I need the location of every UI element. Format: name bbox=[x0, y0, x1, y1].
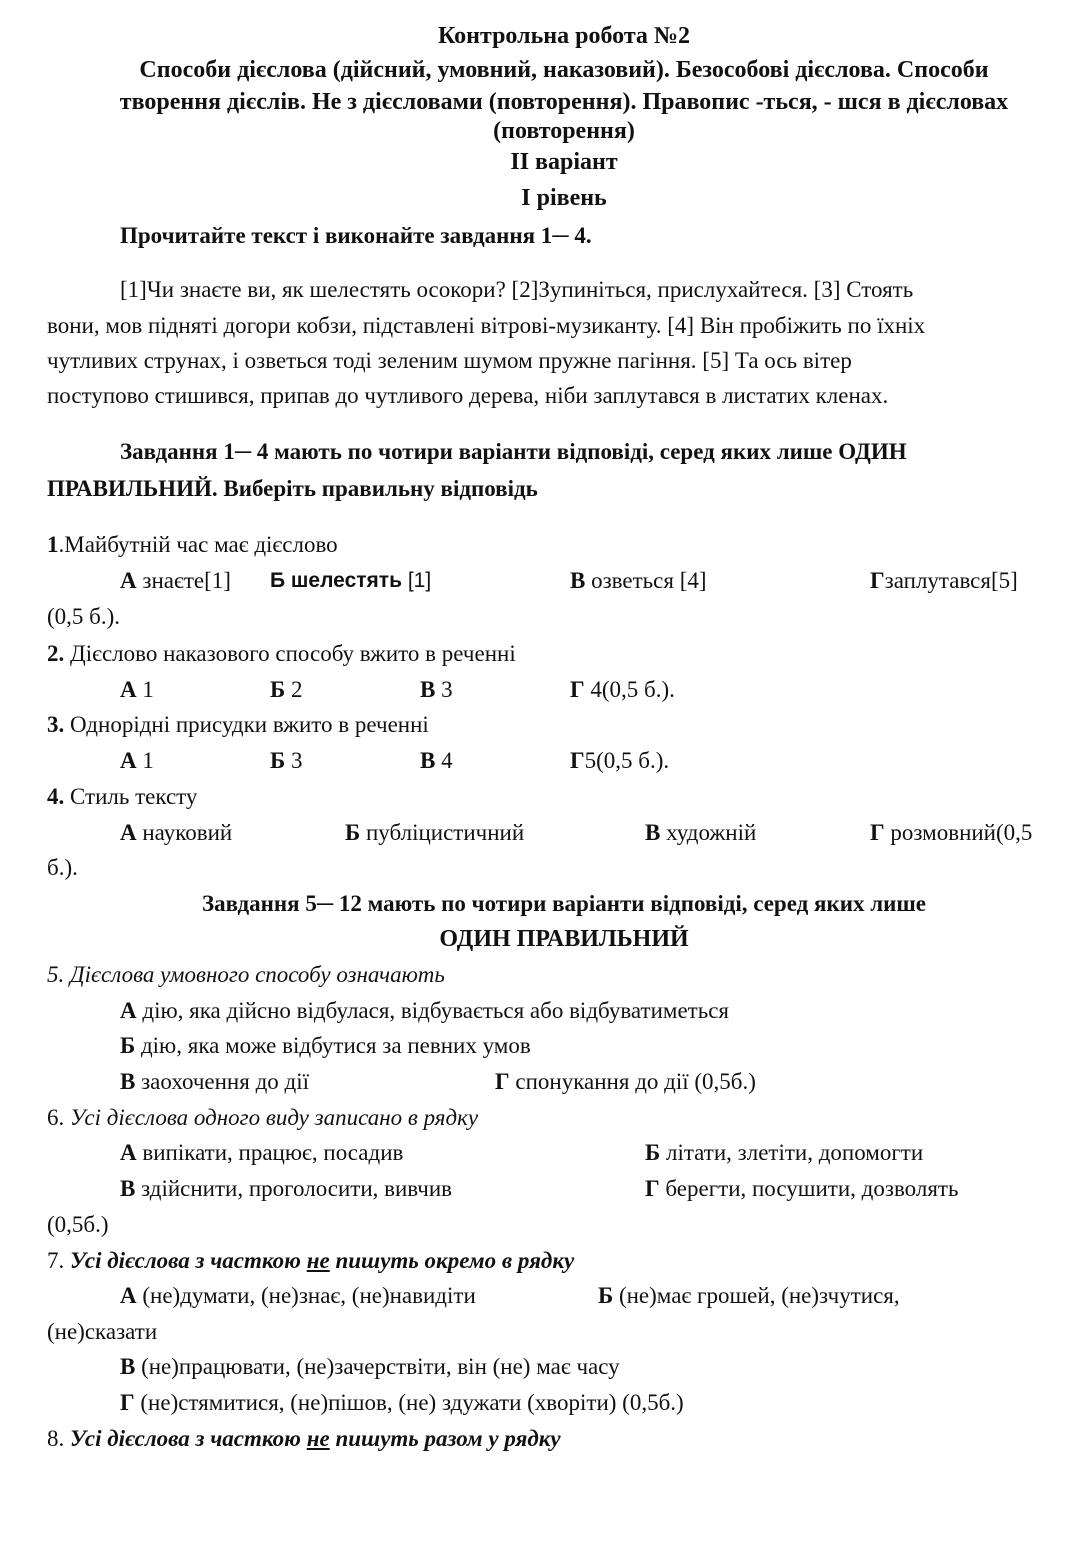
question-6 bbox=[47, 1104, 478, 1132]
q1-number: 1 bbox=[47, 532, 59, 557]
q3-option-c bbox=[420, 747, 453, 775]
q7-text-1: Усі дієслова з часткою bbox=[64, 1248, 307, 1273]
q6-option-d bbox=[645, 1175, 958, 1203]
question-3 bbox=[47, 711, 429, 739]
q5-option-c bbox=[120, 1068, 309, 1096]
q7-option-b-continued: (не)сказати bbox=[47, 1319, 158, 1344]
q4-option-a bbox=[120, 819, 232, 847]
q3-d-text: 5(0,5 б.). bbox=[584, 748, 670, 773]
q4-text: Стиль тексту bbox=[64, 784, 198, 809]
q7-a-text: (не)думати, (не)знає, (не)навидіти bbox=[136, 1283, 476, 1308]
q5-c-text: заохочення до дії bbox=[135, 1069, 310, 1094]
q4-option-b bbox=[345, 819, 524, 847]
q4-option-c bbox=[645, 819, 756, 847]
question-7 bbox=[47, 1247, 574, 1275]
q5-a-text: дію, яка дійсно відбулася, відбувається або відбуватиметься bbox=[136, 998, 729, 1023]
question-1 bbox=[47, 531, 338, 559]
q4-c-text: художній bbox=[660, 820, 757, 845]
q1-a-letter: А bbox=[120, 568, 137, 593]
q2-d-letter: Г bbox=[570, 677, 585, 702]
instruction: Прочитайте текст і виконайте завдання 1─ 4. bbox=[120, 223, 592, 248]
q4-c-letter: В bbox=[645, 820, 661, 845]
q2-option-c bbox=[420, 676, 453, 704]
q8-text-2: пишуть разом у рядку bbox=[329, 1426, 561, 1451]
q1-c-letter: В bbox=[570, 568, 586, 593]
q1-option-d bbox=[870, 567, 1018, 595]
q7-option-a bbox=[120, 1282, 476, 1310]
q1-text: .Майбутній час має дієслово bbox=[58, 532, 338, 557]
q2-b-letter: Б bbox=[270, 677, 286, 702]
q7-d-text: (не)стямитися, (не)пішов, (не) здужати (хворіти) (0,5б.) bbox=[134, 1390, 684, 1415]
q7-text-ne: не bbox=[306, 1248, 330, 1273]
q1-option-a bbox=[120, 567, 231, 595]
q2-number: 2. bbox=[47, 641, 65, 666]
question-2 bbox=[47, 640, 516, 668]
q7-a-letter: А bbox=[120, 1283, 137, 1308]
q2-option-b bbox=[270, 676, 302, 704]
q5-a-letter: А bbox=[120, 998, 137, 1023]
q2-c-text: 3 bbox=[435, 677, 453, 702]
q1-option-c bbox=[570, 567, 707, 595]
q3-a-text: 1 bbox=[136, 748, 154, 773]
q6-number: 6. bbox=[47, 1105, 65, 1130]
q6-c-letter: В bbox=[120, 1176, 136, 1201]
q8-text-1: Усі дієслова з часткою bbox=[64, 1426, 307, 1451]
q6-d-text: берегти, посушити, дозволять bbox=[659, 1176, 959, 1201]
q2-text: Дієслово наказового способу вжито в реченні bbox=[64, 641, 516, 666]
section-2-line-2: ОДИН ПРАВИЛЬНИЙ bbox=[439, 926, 689, 952]
q2-option-d bbox=[570, 676, 675, 704]
subtitle-line-3: (повторення) bbox=[493, 118, 635, 144]
q6-text: Усі дієслова одного виду записано в рядку bbox=[64, 1105, 479, 1130]
q6-a-letter: А bbox=[120, 1140, 137, 1165]
q3-c-letter: В bbox=[420, 748, 436, 773]
q3-c-text: 4 bbox=[435, 748, 453, 773]
q3-b-letter: Б bbox=[270, 748, 286, 773]
q2-b-text: 2 bbox=[285, 677, 303, 702]
q6-a-text: випікати, працює, посадив bbox=[136, 1140, 404, 1165]
q3-number: 3. bbox=[47, 712, 65, 737]
q7-option-d bbox=[120, 1389, 684, 1417]
q1-c-text: озветься [4] bbox=[585, 568, 707, 593]
q5-d-letter: Г bbox=[495, 1069, 510, 1094]
subtitle-line-1: Способи дієслова (дійсний, умовний, наказовий). Безособові дієслова. Способи bbox=[139, 57, 989, 83]
q7-b-text: (не)має грошей, (не)зчутися, bbox=[613, 1283, 900, 1308]
q4-score: б.). bbox=[47, 855, 78, 880]
passage-line-1: [1]Чи знаєте ви, як шелестять осокори? [2]Зупиніться, прислухайтеся. [3] Стоять bbox=[120, 277, 914, 302]
q4-a-letter: А bbox=[120, 820, 137, 845]
q7-d-letter: Г bbox=[120, 1390, 135, 1415]
q1-option-b bbox=[270, 567, 431, 595]
q5-c-letter: В bbox=[120, 1069, 136, 1094]
q6-b-letter: Б bbox=[645, 1140, 661, 1165]
q2-option-a bbox=[120, 676, 154, 704]
q4-a-text: науковий bbox=[136, 820, 233, 845]
q5-option-b bbox=[120, 1032, 531, 1060]
q3-b-text: 3 bbox=[285, 748, 303, 773]
q3-d-letter: Г bbox=[570, 748, 585, 773]
q7-c-text: (не)працювати, (не)зачерствіти, він (не) має часу bbox=[135, 1354, 620, 1379]
section-1-line-2: ПРАВИЛЬНИЙ. Виберіть правильну відповідь bbox=[47, 476, 538, 501]
q8-number: 8. bbox=[47, 1426, 65, 1451]
q6-d-letter: Г bbox=[645, 1176, 660, 1201]
section-1-line-1: Завдання 1─ 4 мають по чотири варіанти відповіді, серед яких лише ОДИН bbox=[120, 439, 907, 464]
q7-option-b bbox=[598, 1282, 900, 1310]
passage-line-3: чутливих струнах, і озветься тоді зеленим шумом пружне пагіння. [5] Та ось вітер bbox=[47, 348, 852, 373]
q8-text-ne: не bbox=[306, 1426, 330, 1451]
q5-d-text: спонукання до дії (0,5б.) bbox=[509, 1069, 756, 1094]
q2-d-text: 4(0,5 б.). bbox=[584, 677, 675, 702]
q7-text-2: пишуть окремо в рядку bbox=[329, 1248, 575, 1273]
q1-b-text: [1] bbox=[402, 569, 432, 592]
q7-option-c bbox=[120, 1353, 620, 1381]
q3-option-b bbox=[270, 747, 302, 775]
q6-option-c bbox=[120, 1175, 452, 1203]
question-5: 5. Дієслова умовного способу означають bbox=[47, 962, 445, 987]
q6-b-text: літати, злетіти, допомогти bbox=[660, 1140, 924, 1165]
q1-d-letter: Г bbox=[870, 568, 885, 593]
q6-option-b bbox=[645, 1139, 923, 1167]
q3-option-a bbox=[120, 747, 154, 775]
q4-number: 4. bbox=[47, 784, 65, 809]
q7-b-letter: Б bbox=[598, 1283, 614, 1308]
q4-option-d bbox=[870, 819, 1032, 847]
q7-number: 7. bbox=[47, 1248, 65, 1273]
passage-line-2: вони, мов підняті догори кобзи, підставлені вітрові-музиканту. [4] Він пробіжить по їхніх bbox=[47, 313, 926, 338]
page-title: Контрольна робота №2 bbox=[437, 23, 691, 49]
q1-score: (0,5 б.). bbox=[47, 604, 121, 629]
q3-text: Однорідні присудки вжито в реченні bbox=[64, 712, 429, 737]
q6-c-text: здійснити, проголосити, вивчив bbox=[135, 1176, 453, 1201]
question-8 bbox=[47, 1425, 561, 1453]
q5-b-text: дію, яка може відбутися за певних умов bbox=[135, 1033, 531, 1058]
q5-option-a bbox=[120, 997, 729, 1025]
q2-a-letter: А bbox=[120, 677, 137, 702]
q4-b-text: публіцистичний bbox=[360, 820, 525, 845]
q2-c-letter: В bbox=[420, 677, 436, 702]
q6-score: (0,5б.) bbox=[47, 1212, 109, 1237]
q3-option-d bbox=[570, 747, 669, 775]
q1-b-letter: Б шелестять bbox=[270, 569, 402, 592]
q5-b-letter: Б bbox=[120, 1033, 136, 1058]
q7-c-letter: В bbox=[120, 1354, 136, 1379]
section-2-line-1: Завдання 5─ 12 мають по чотири варіанти відповіді, серед яких лише bbox=[202, 891, 926, 916]
q4-d-text: розмовний(0,5 bbox=[884, 820, 1033, 845]
q6-option-a bbox=[120, 1139, 403, 1167]
q4-b-letter: Б bbox=[345, 820, 361, 845]
question-4 bbox=[47, 783, 197, 811]
subtitle-line-2: творення дієслів. Не з дієсловами (повторення). Правопис -ться, - шся в дієсловах bbox=[119, 89, 1009, 115]
level-label: І рівень bbox=[521, 185, 607, 211]
passage-line-4: поступово стишився, припав до чутливого дерева, ніби заплутався в листатих кленах. bbox=[47, 383, 889, 408]
q3-a-letter: А bbox=[120, 748, 137, 773]
q1-a-text: знаєте[1] bbox=[136, 568, 231, 593]
variant-label: ІІ варіант bbox=[510, 149, 618, 175]
q4-d-letter: Г bbox=[870, 820, 885, 845]
q5-option-d bbox=[495, 1068, 756, 1096]
q1-d-text: заплутався[5] bbox=[884, 568, 1018, 593]
q2-a-text: 1 bbox=[136, 677, 154, 702]
